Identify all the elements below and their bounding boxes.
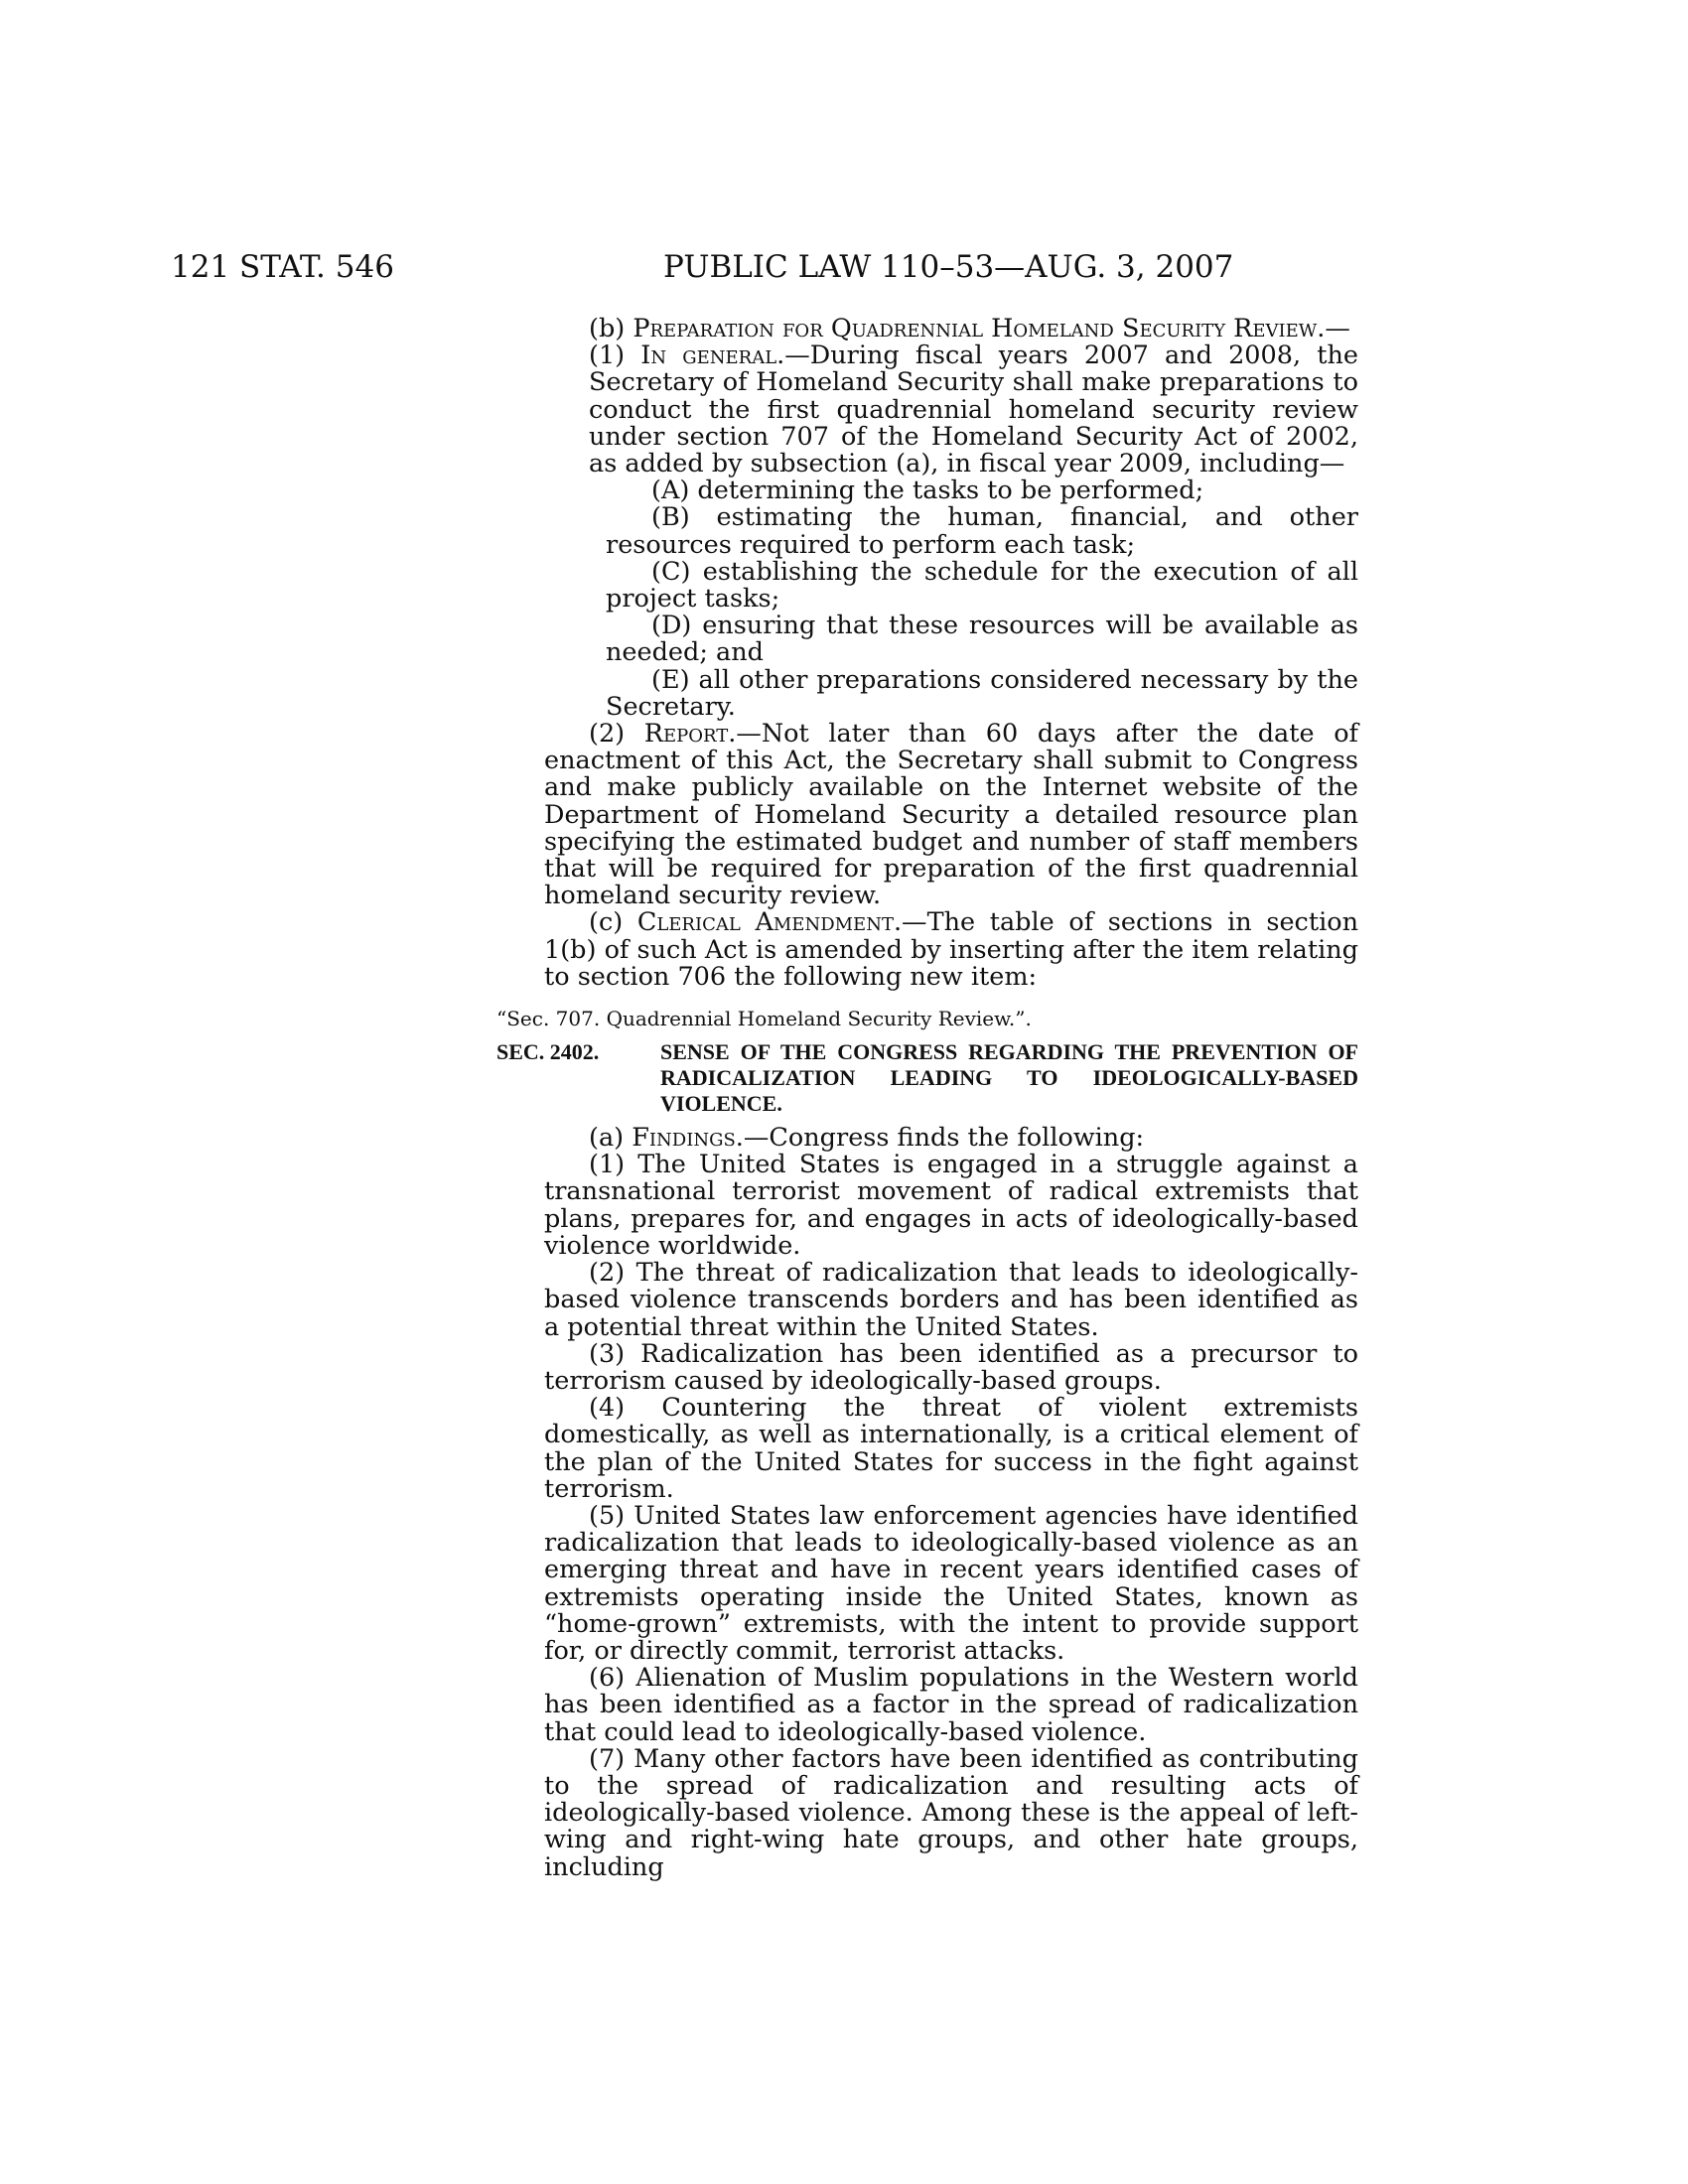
finding-5: (5) United States law enforcement agencies have identified radicalization that leads to ideologically-based violence as an emerging threat and have in recent years identified cases of extremists operating inside the United States, known as “home-grown” extremists, with the intent to provide support for, or directly commit, terrorist attacks. xyxy=(544,1500,1358,1666)
paragraph-2-text: Not later than 60 days after the date of enactment of this Act, the Secretary shall submit to Congress and make publicly available on the Internet website of the Department of Homeland Security a detailed resource plan specifying the estimated budget and number of staff members that will be required for preparation of the first quadrennial homeland security review. xyxy=(544,719,1359,911)
subsection-c-label: (c) xyxy=(589,907,624,938)
paragraph-1-item-a: (A) determining the tasks to be performed; xyxy=(651,476,1204,506)
subsection-b-heading xyxy=(544,316,1358,342)
paragraph-1-item-c: (C) establishing the schedule for the execution of all project tasks; xyxy=(606,556,1358,614)
subsection-c xyxy=(544,909,1358,991)
findings-label: (a) xyxy=(589,1123,625,1154)
running-header-title: PUBLIC LAW 110–53—AUG. 3, 2007 xyxy=(663,249,1234,285)
paragraph-2-label: (2) xyxy=(589,719,626,750)
finding-2: (2) The threat of radicalization that leads to ideologically-based violence transcends borders and has been identified as a potential threat within the United States. xyxy=(544,1258,1358,1342)
paragraph-1-item-b: (B) estimating the human, financial, and other resources required to perform each task; xyxy=(606,502,1358,560)
section-title: SENSE OF THE CONGRESS REGARDING THE PREVENTION OF RADICALIZATION LEADING TO IDEOLOGICALLY-BASED VIOLENCE. xyxy=(660,1039,1358,1117)
subsection-c-heading: Clerical Amendment.— xyxy=(636,907,927,938)
subsection-c-text: The table of sections in section 1(b) of such Act is amended by inserting after the item relating to section 706 the following new item: xyxy=(544,907,1358,992)
body-text xyxy=(496,314,1359,1882)
paragraph-1-heading: In general.— xyxy=(640,341,810,371)
paragraph-1 xyxy=(544,342,1358,478)
section-number: SEC. 2402. xyxy=(496,1039,600,1065)
findings-title: Findings.— xyxy=(632,1123,770,1154)
inserted-table-item: “Sec. 707. Quadrennial Homeland Security Review.”. xyxy=(496,1007,1032,1031)
section-heading xyxy=(496,1039,1358,1117)
finding-3: (3) Radicalization has been identified as a precursor to terrorism caused by ideologically-based groups. xyxy=(544,1338,1358,1396)
finding-1: (1) The United States is engaged in a struggle against a transnational terrorist movement of radical extremists that plans, prepares for, and engages in acts of ideologically-based violence worldwide. xyxy=(544,1150,1358,1261)
subsection-b-label: (b) xyxy=(589,314,626,343)
finding-7: (7) Many other factors have been identified as contributing to the spread of radicalization and resulting acts of ideologically-based violence. Among these is the appeal of left-wing and right-wing hate groups, and other hate groups, including xyxy=(544,1743,1358,1882)
paragraph-1-label: (1) xyxy=(589,341,626,371)
findings-heading xyxy=(544,1125,1358,1152)
paragraph-2 xyxy=(544,721,1358,909)
paragraph-1-item-e: (E) all other preparations considered necessary by the Secretary. xyxy=(606,664,1358,722)
paragraph-1-item-d: (D) ensuring that these resources will be available as needed; and xyxy=(606,611,1358,668)
paragraph-1-text: During fiscal years 2007 and 2008, the Secretary of Homeland Security shall make preparations to conduct the first quadrennial homeland security review under section 707 of the Homeland Security Act of 2002, as added by subsection (a), in fiscal year 2009, including— xyxy=(589,341,1358,479)
findings-intro: Congress finds the following: xyxy=(769,1123,1145,1154)
finding-6: (6) Alienation of Muslim populations in the Western world has been identified as a factor in the spread of radicalization that could lead to ideologically-based violence. xyxy=(544,1663,1358,1747)
finding-4: (4) Countering the threat of violent extremists domestically, as well as internationally, is a critical element of the plan of the United States for success in the fight against terrorism. xyxy=(544,1393,1358,1504)
subsection-b-title: Preparation for Quadrennial Homeland Security Review.— xyxy=(633,314,1350,343)
statute-page-reference: 121 STAT. 546 xyxy=(171,249,394,285)
paragraph-2-heading: Report.— xyxy=(643,719,762,750)
